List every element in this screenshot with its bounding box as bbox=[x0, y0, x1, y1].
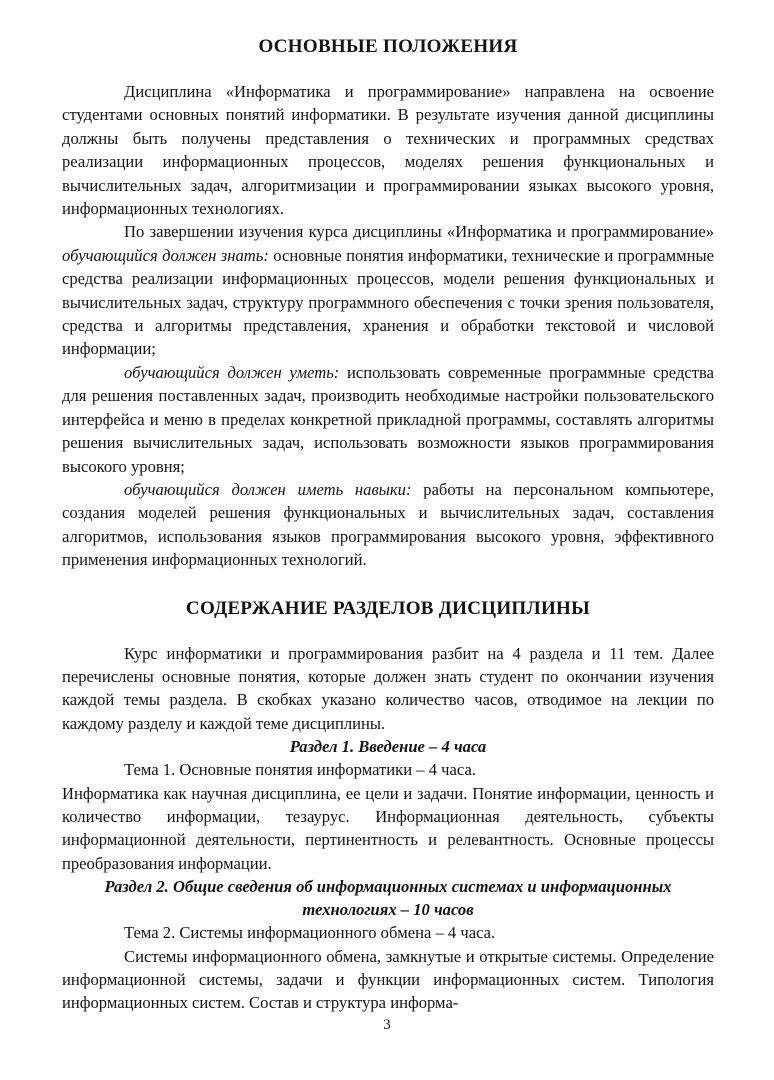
intro-p2-rest: основные понятия информатики, технические и программные средства реализации информационных процессов, модели решения функциональных и вычислительных задач, структуру программного обеспечения с точки зрения пользователя, средства и алгоритмы представления, хранения и обработки текстовой и числовой информации; bbox=[62, 245, 714, 359]
intro-paragraph-2 bbox=[62, 220, 714, 360]
intro-paragraph-3 bbox=[62, 361, 714, 478]
must-know-label: обучающийся должен знать: bbox=[62, 245, 269, 265]
section-1-title: Раздел 1. Введение – 4 часа bbox=[289, 737, 487, 757]
section-2-title: Раздел 2. Общие сведения об информационных системах и информационных технологиях – 10 часов bbox=[104, 877, 672, 920]
content-paragraph-1: Курс информатики и программирования разбит на 4 раздела и 11 тем. Далее перечислены основные понятия, которые должен знать студент по окончании изучения каждой темы раздела. В скобках указано количество часов, отводимое на лекции по каждому разделу и каждой теме дисциплины. bbox=[62, 643, 714, 733]
must-have-skills-label: обучающийся должен иметь навыки: bbox=[124, 479, 412, 499]
intro-paragraph-1: Дисциплина «Информатика и программирование» направлена на освоение студентами основных понятий информатики. В результате изучения данной дисциплины должны быть получены представления о технических и программных средствах реализации информационных процессов, моделях решения функциональных и вычислительных задач, алгоритмизации и программировании языках высокого уровня, информационных технологиях. bbox=[62, 82, 714, 219]
topic-2-title: Тема 2. Системы информационного обмена – 4 часа. bbox=[124, 923, 496, 943]
topic-1-text: Информатика как научная дисциплина, ее цели и задачи. Понятие информации, ценность и количество информации, тезаурус. Информационная деятельность, субъекты информационной деятельности, пертинентность и релевантность. Основные процессы преобразования информации. bbox=[62, 783, 714, 873]
heading-discipline-contents: СОДЕРЖАНИЕ РАЗДЕЛОВ ДИСЦИПЛИНЫ bbox=[185, 597, 591, 619]
intro-p2-lead: По завершении изучения курса дисциплины «Информатика и программирование» bbox=[124, 222, 714, 242]
intro-paragraph-4 bbox=[62, 478, 714, 572]
must-be-able-label: обучающийся должен уметь: bbox=[124, 362, 340, 382]
page-number: 3 bbox=[383, 1017, 391, 1033]
topic-1-title: Тема 1. Основные понятия информатики – 4 часа. bbox=[124, 760, 476, 780]
intro-p4-rest: работы на персональном компьютере, создания моделей решения функциональных и вычислительных задач, составления алгоритмов, использования языков программирования высокого уровня, эффективного применения информационных технологий. bbox=[62, 479, 714, 570]
topic-2-text: Системы информационного обмена, замкнутые и открытые системы. Определение информационной системы, задачи и функции информационных систем. Типология информационных систем. Состав и структура информа- bbox=[62, 946, 714, 1013]
heading-main-provisions: ОСНОВНЫЕ ПОЛОЖЕНИЯ bbox=[258, 36, 518, 57]
intro-p3-rest: использовать современные программные средства для решения поставленных задач, производить необходимые настройки пользовательского интерфейса и меню в пределах конкретной прикладной программы, составлять алгоритмы решения вычислительных задач, использовать возможности языков программирования высокого уровня; bbox=[62, 362, 714, 476]
